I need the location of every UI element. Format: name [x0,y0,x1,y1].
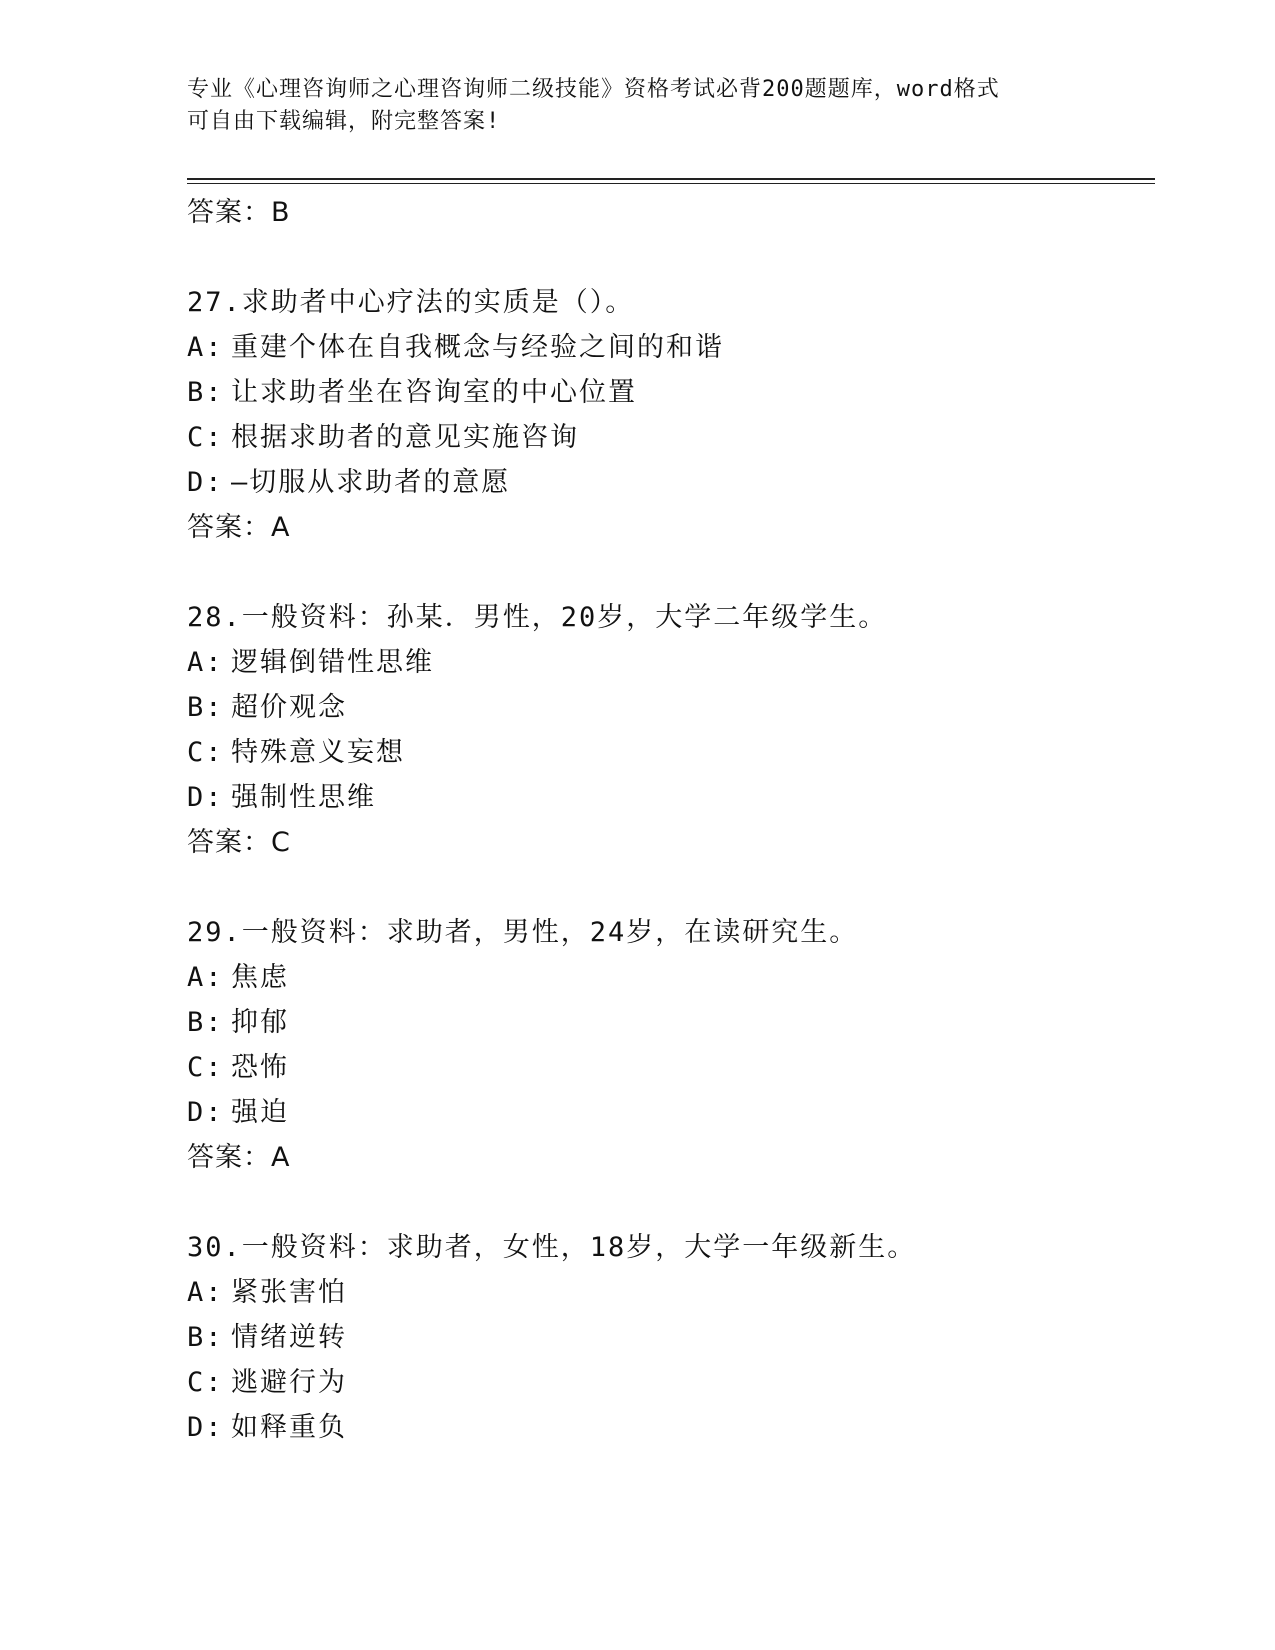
option-d [187,1405,1147,1450]
option-letter: C: [187,737,224,768]
option-text: 逃避行为 [231,1367,347,1398]
option-text: 恐怖 [231,1052,289,1083]
question-list [187,190,1147,1450]
option-b [187,1315,1147,1360]
option-b [187,370,1147,415]
option-text: 重建个体在自我概念与经验之间的和谐 [231,332,724,363]
header-line-1: 专业《心理咨询师之心理咨询师二级技能》资格考试必背200题题库，word格式 [187,77,1000,102]
option-letter: D: [187,1412,224,1443]
option-c [187,415,1147,460]
question-text: 28.一般资料：孙某．男性，20岁，大学二年级学生。 [187,602,888,633]
question-text: 27.求助者中心疗法的实质是（）。 [187,287,635,318]
option-letter: D: [187,1097,224,1128]
option-a [187,325,1147,370]
option-text: 超价观念 [231,692,347,723]
option-c [187,730,1147,775]
header-line-2: 可自由下载编辑，附完整答案! [187,109,501,134]
option-a [187,955,1147,1000]
option-letter: B: [187,377,224,408]
option-text: 逻辑倒错性思维 [231,647,434,678]
option-c [187,1045,1147,1090]
option-letter: A: [187,1277,224,1308]
question-block [187,910,1147,1181]
answer-line: 答案：A [187,1142,291,1173]
option-letter: A: [187,332,224,363]
option-letter: B: [187,692,224,723]
header-divider-thin [187,183,1155,184]
spacer [187,551,1147,595]
answer-line: 答案：A [187,512,291,543]
option-letter: B: [187,1007,224,1038]
option-c [187,1360,1147,1405]
question-block [187,280,1147,551]
option-text: 强迫 [231,1097,289,1128]
option-letter: A: [187,962,224,993]
option-text: 特殊意义妄想 [231,737,405,768]
option-letter: B: [187,1322,224,1353]
option-letter: C: [187,422,224,453]
answer-line: 答案：B [187,197,291,228]
header-divider-thick [187,178,1155,180]
option-text: 根据求助者的意见实施咨询 [231,422,579,453]
option-b [187,685,1147,730]
option-letter: C: [187,1367,224,1398]
option-text: 让求助者坐在咨询室的中心位置 [231,377,637,408]
option-text: 强制性思维 [231,782,376,813]
option-letter: A: [187,647,224,678]
option-text: 如释重负 [231,1412,347,1443]
option-a [187,1270,1147,1315]
option-d [187,1090,1147,1135]
answer-line: 答案：C [187,827,291,858]
option-text: —切服从求助者的意愿 [231,467,511,498]
option-d [187,460,1147,505]
option-text: 焦虑 [231,962,289,993]
option-text: 抑郁 [231,1007,289,1038]
option-d [187,775,1147,820]
option-text: 紧张害怕 [231,1277,347,1308]
option-letter: D: [187,467,224,498]
question-block [187,595,1147,866]
spacer [187,866,1147,910]
option-b [187,1000,1147,1045]
option-letter: C: [187,1052,224,1083]
question-text: 29.一般资料：求助者，男性，24岁，在读研究生。 [187,917,859,948]
page-header [187,74,1067,138]
spacer [187,236,1147,280]
question-text: 30.一般资料：求助者，女性，18岁，大学一年级新生。 [187,1232,917,1263]
option-text: 情绪逆转 [231,1322,347,1353]
spacer [187,1181,1147,1225]
question-block [187,1225,1147,1450]
option-letter: D: [187,782,224,813]
option-a [187,640,1147,685]
